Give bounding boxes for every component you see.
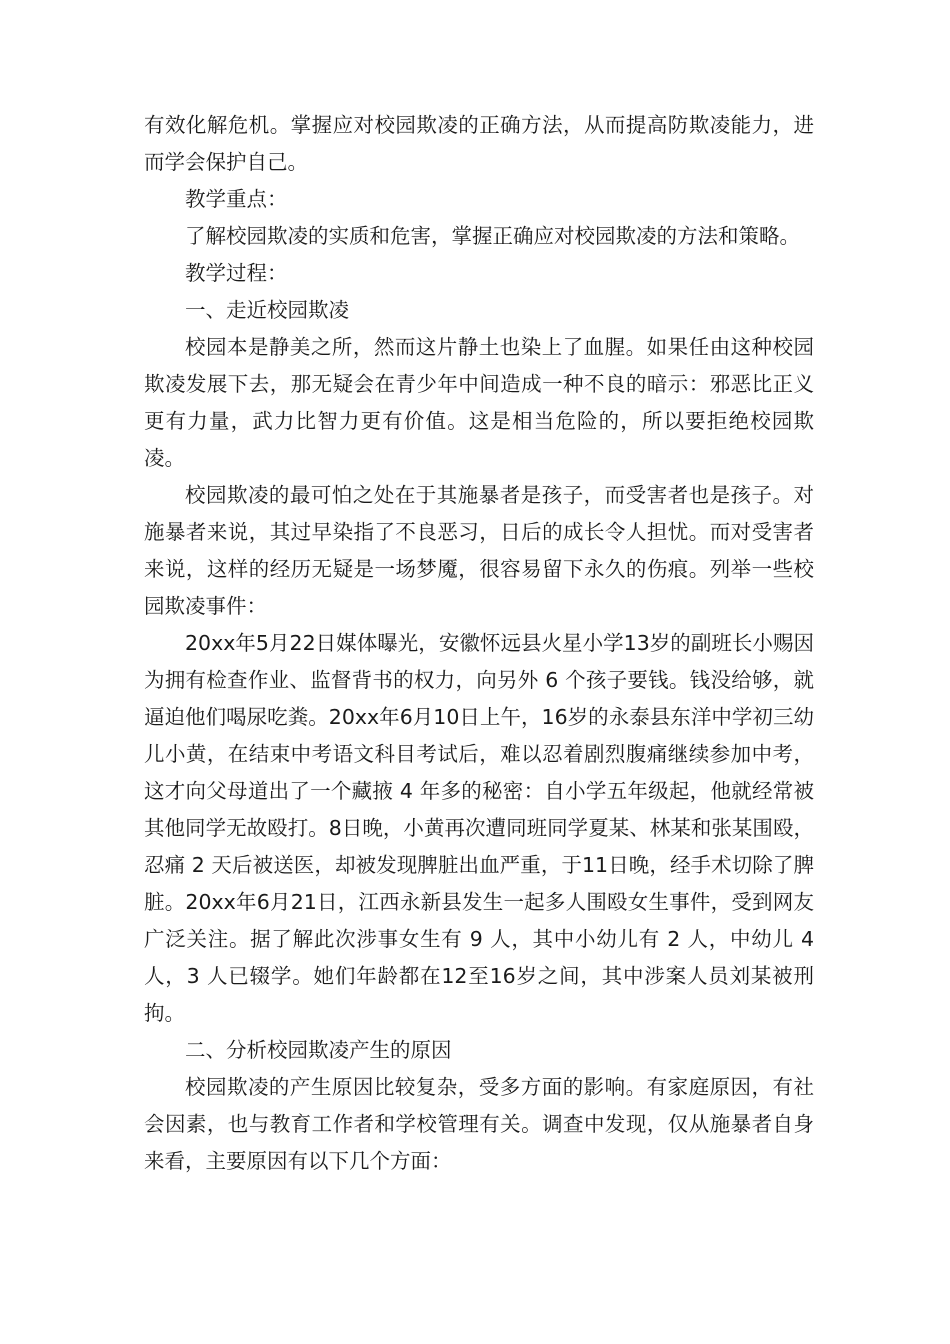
heading-teaching-process: 教学过程： [185,261,288,285]
paragraph-teaching-focus: 了解校园欺凌的实质和危害，掌握正确应对校园欺凌的方法和策略。 [185,224,800,248]
paragraph-bullying-causes: 校园欺凌的产生原因比较复杂，受多方面的影响。有家庭原因，有社会因素，也与教育工作者和学校管理有关。调查中发现，仅从施暴者自身来看，主要原因有以下几个方面： [144,1075,814,1173]
section-heading-2: 二、分析校园欺凌产生的原因 [185,1038,452,1062]
heading-teaching-focus: 教学重点： [185,187,288,211]
paragraph-campus-bullying-intro: 校园本是静美之所，然而这片静土也染上了血腥。如果任由这种校园欺凌发展下去，那无疑会在青少年中间造成一种不良的暗示：邪恶比正义更有力量，武力比智力更有价值。这是相当危险的，所以要拒绝校园欺凌。 [144,335,814,470]
section-heading-1: 一、走近校园欺凌 [185,298,349,322]
document-body [144,107,814,1180]
paragraph-bullying-cases: 20xx年5月22日媒体曝光，安徽怀远县火星小学13岁的副班长小赐因为拥有检查作业、监督背书的权力，向另外 6 个孩子要钱。钱没给够，就逼迫他们喝尿吃粪。20xx年6月10日上午，16岁的永泰县东洋中学初三幼儿小黄，在结束中考语文科目考试后，难以忍着剧烈腹痛继续参加中考，这才向父母道出了一个藏掖 4 年多的秘密：自小学五年级起，他就经常被其他同学无故殴打。8日晚，小黄再次遭同班同学夏某、林某和张某围殴，忍痛 2 天后被送医，却被发现脾脏出血严重，于11日晚，经手术切除了脾脏。20xx年6月21日，江西永新县发生一起多人围殴女生事件，受到网友广泛关注。据了解此次涉事女生有 9 人，其中小幼儿有 2 人，中幼儿 4 人，3 人已辍学。她们年龄都在12至16岁之间，其中涉案人员刘某被刑拘。 [144,631,814,1025]
paragraph-bullying-harm: 校园欺凌的最可怕之处在于其施暴者是孩子，而受害者也是孩子。对施暴者来说，其过早染指了不良恶习，日后的成长令人担忧。而对受害者来说，这样的经历无疑是一场梦魇，很容易留下永久的伤痕。列举一些校园欺凌事件： [144,483,814,618]
paragraph-intro-continued: 有效化解危机。掌握应对校园欺凌的正确方法，从而提高防欺凌能力，进而学会保护自己。 [144,113,814,174]
